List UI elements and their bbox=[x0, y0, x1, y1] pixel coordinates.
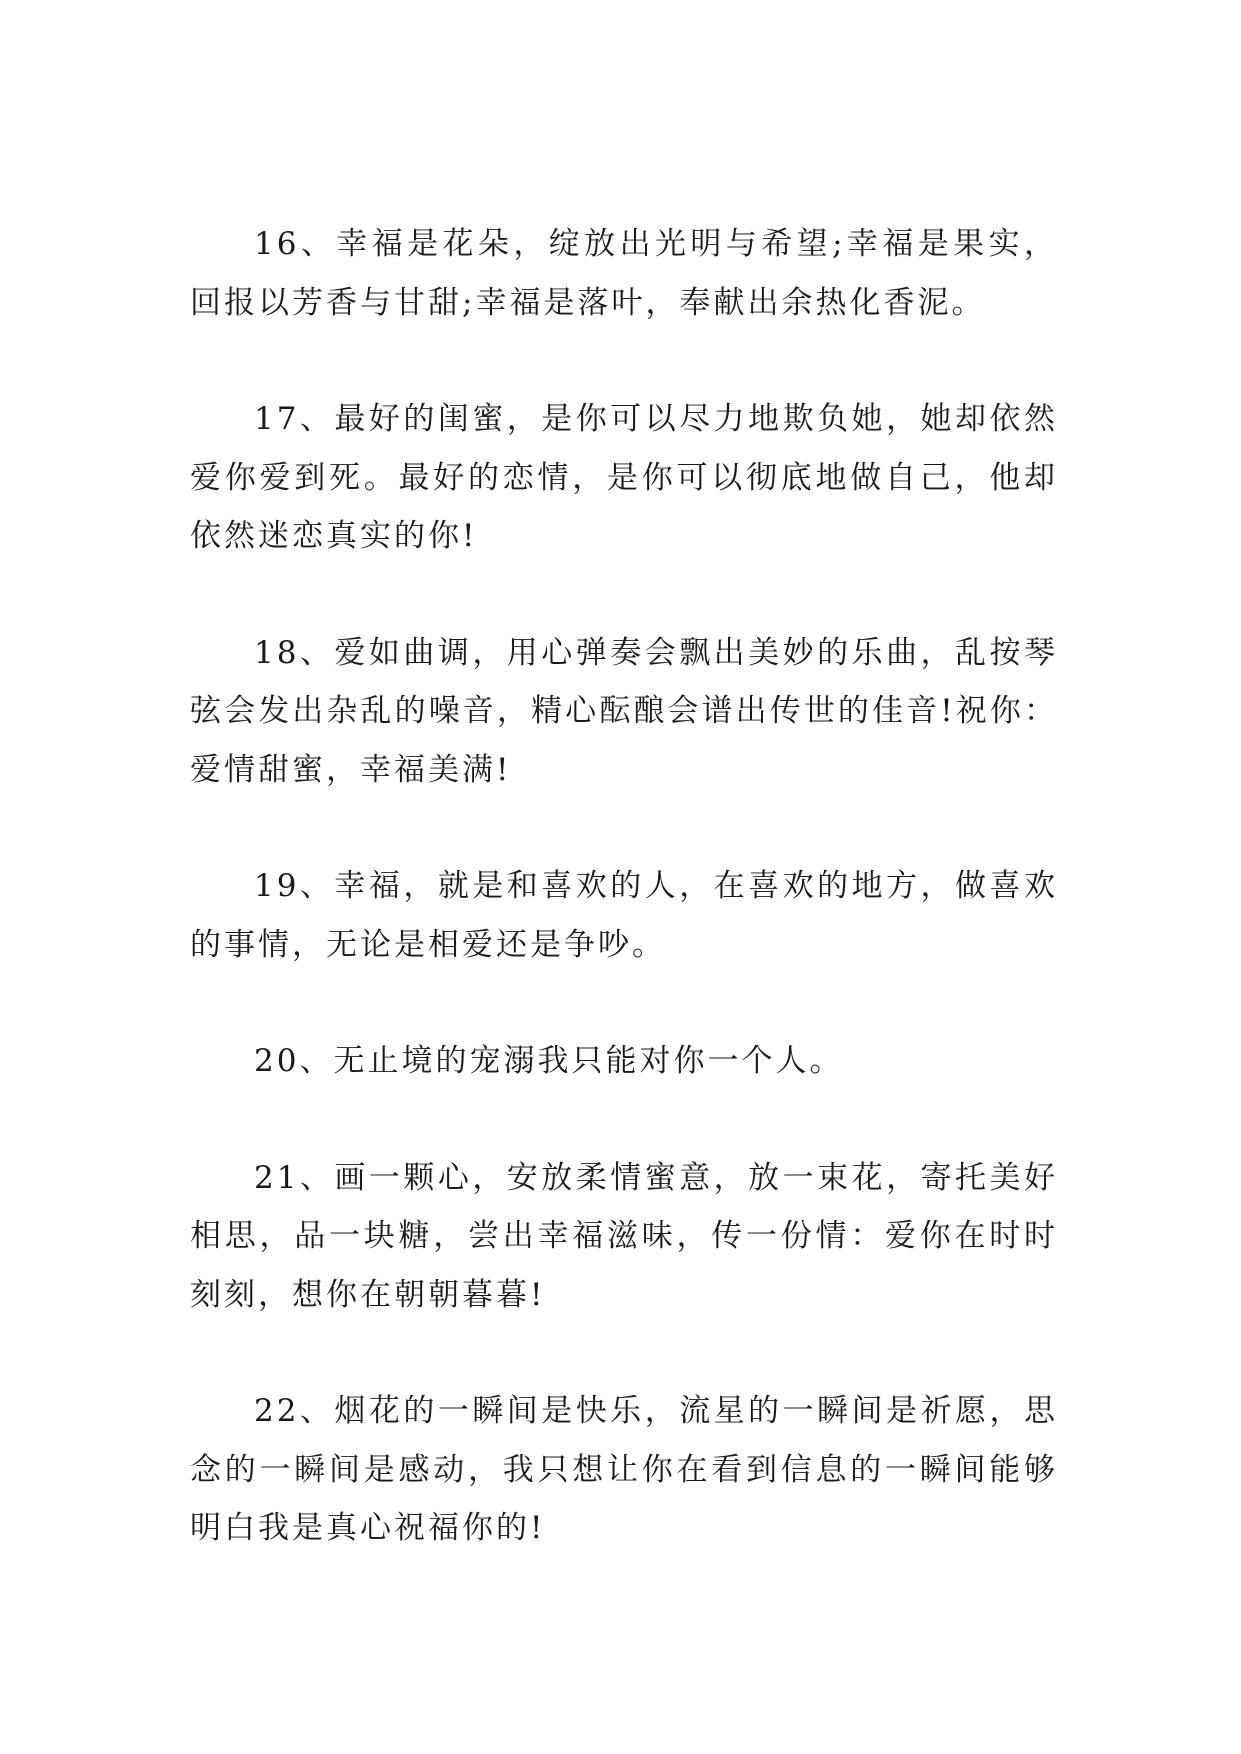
paragraph-22: 22、烟花的一瞬间是快乐，流星的一瞬间是祈愿，思念的一瞬间是感动，我只想让你在看到信息的一瞬间能够明白我是真心祝福你的! bbox=[190, 1393, 1058, 1546]
paragraph-21: 21、画一颗心，安放柔情蜜意，放一束花，寄托美好相思，品一块糖，尝出幸福滋味，传一份情：爱你在时时刻刻，想你在朝朝暮暮! bbox=[190, 1159, 1058, 1313]
paragraph-19: 19、幸福，就是和喜欢的人，在喜欢的地方，做喜欢的事情，无论是相爱还是争吵。 bbox=[190, 868, 1058, 963]
paragraph-20: 20、无止境的宠溺我只能对你一个人。 bbox=[254, 1043, 844, 1079]
paragraph-17: 17、最好的闺蜜，是你可以尽力地欺负她，她却依然爱你爱到死。最好的恋情，是你可以彻底地做自己，他却依然迷恋真实的你! bbox=[190, 401, 1058, 554]
paragraph-16: 16、幸福是花朵，绽放出光明与希望;幸福是果实，回报以芳香与甘甜;幸福是落叶，奉献出余热化香泥。 bbox=[190, 226, 1058, 321]
body-text bbox=[190, 215, 1058, 1616]
paragraph-18: 18、爱如曲调，用心弹奏会飘出美妙的乐曲，乱按琴弦会发出杂乱的噪音，精心酝酿会谱出传世的佳音!祝你：爱情甜蜜，幸福美满! bbox=[190, 634, 1058, 788]
